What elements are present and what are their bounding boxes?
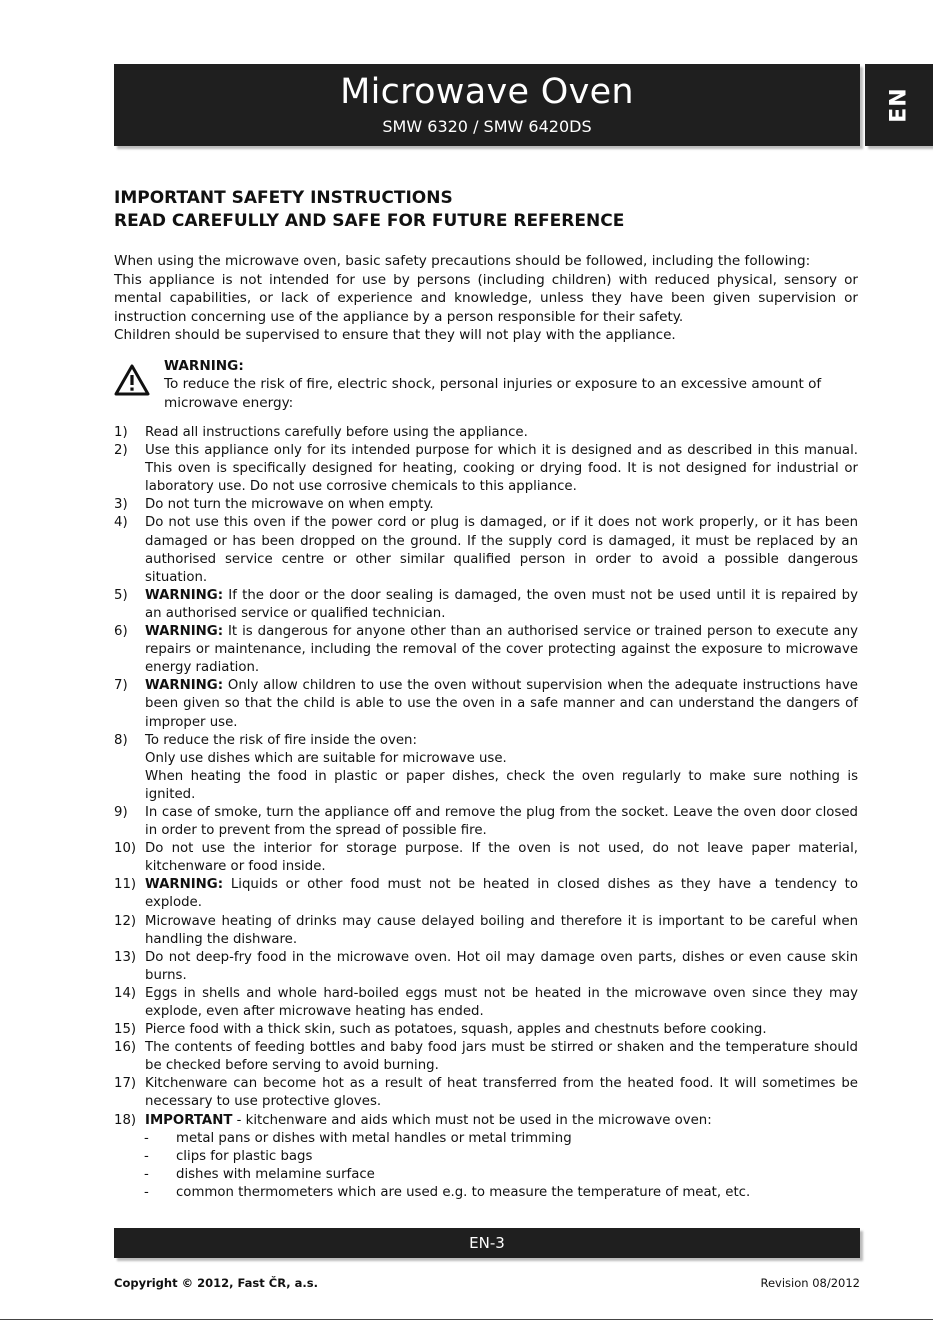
rule-number: 12) [114,913,137,929]
model-numbers: SMW 6320 / SMW 6420DS [382,117,592,136]
rule-number: 5) [114,587,128,603]
rule-body: In case of smoke, turn the appliance off and remove the plug from the socket. Leave the oven door closed in order to prevent from the spread of possible fire. [145,804,858,839]
rule-text [145,1075,858,1111]
list-item-text: clips for plastic bags [176,1148,313,1164]
rule-text [145,677,858,731]
rule-number: 9) [114,804,128,820]
rule-text [145,840,858,876]
warning-title: WARNING: [164,358,244,374]
intro-text [114,252,858,345]
list-dash: - [144,1184,149,1200]
document-title: Microwave Oven [340,72,634,112]
rule-body: Do not turn the microwave on when empty. [145,497,434,513]
rule-text [145,876,858,912]
rule-body: Pierce food with a thick skin, such as potatoes, squash, apples and chestnuts before cooking. [145,1022,767,1038]
rule-body: Eggs in shells and whole hard-boiled eggs must not be heated in the microwave oven since they may explode, even after microwave heating has ended. [145,985,858,1019]
rule-body: Read all instructions carefully before using the appliance. [145,425,528,440]
rule-body: When heating the food in plastic or paper dishes, check the oven regularly to make sure nothing is ignited. [145,768,858,802]
rule-item [114,424,858,442]
list-item [114,1166,858,1184]
rule-text [145,804,858,840]
rule-body: - kitchenware and aids which must not be used in the microwave oven: [232,1112,712,1128]
bottom-divider [0,1319,933,1320]
rule-text [145,949,858,985]
rule-item [114,623,858,677]
rule-number: 14) [114,985,137,1001]
intro-paragraph: This appliance is not intended for use by persons (including children) with reduced physical, sensory or mental capabilities, or lack of experience and knowledge, unless they have been given supervision or instruction concerning use of the appliance by a person responsible for their safety. [114,271,858,325]
rule-text [145,424,858,442]
rule-item [114,949,858,985]
list-dash: - [144,1130,149,1146]
rule-item [114,496,858,514]
footer-page-bar [114,1228,860,1258]
rule-body: Liquids or other food must not be heated in closed dishes as they have a tendency to explode. [145,877,858,911]
rule-number: 6) [114,624,128,640]
rule-item [114,514,858,586]
rule-number: 10) [114,841,137,857]
rule-body: If the door or the door sealing is damaged, the oven must not be used until it is repaired by an authorised service or qualified technician. [145,587,858,621]
rule-text [145,623,858,677]
rule-body: Only use dishes which are suitable for microwave use. [145,750,507,766]
safety-rules-list [114,424,858,1202]
language-tab [865,64,933,146]
rule-item [114,876,858,912]
rule-number: 15) [114,1022,137,1038]
rule-item [114,840,858,876]
rule-body: Microwave heating of drinks may cause delayed boiling and therefore it is important to be careful when handling the dishware. [145,913,858,947]
rule-body: Kitchenware can become hot as a result of heat transferred from the heated food. It will sometimes be necessary to use protective gloves. [145,1076,858,1110]
header-bar [114,64,860,146]
rule-item [114,804,858,840]
list-dash: - [144,1166,149,1182]
rule-text [145,1112,858,1130]
rule-bold: WARNING: [145,678,224,694]
rule-body: It is dangerous for anyone other than an authorised service or trained person to execute any repairs or maintenance, including the removal of the cover protecting against the exposure to microwave energy radiation. [145,624,858,676]
rule-number: 8) [114,732,128,748]
rule-item [114,1021,858,1039]
rule-item [114,985,858,1021]
rule-body: The contents of feeding bottles and baby food jars must be stirred or shaken and the temperature should be checked before serving to avoid burning. [145,1040,858,1074]
page-number: EN-3 [469,1234,505,1252]
rule-bold: WARNING: [145,624,224,640]
rule-item [114,1112,858,1130]
revision-label: Revision 08/2012 [760,1276,860,1290]
forbidden-items-list [114,1130,858,1202]
rule-bold: WARNING: [145,877,224,893]
rule-body: To reduce the risk of fire inside the oven: [145,732,417,748]
rule-number: 13) [114,949,137,965]
rule-number: 4) [114,515,128,531]
intro-paragraph: When using the microwave oven, basic safety precautions should be followed, including the following: [114,253,811,269]
rule-text [145,442,858,496]
rule-item [114,913,858,949]
rule-number: 3) [114,497,128,513]
warning-triangle-icon [114,364,150,396]
rule-bold: WARNING: [145,587,224,603]
rule-number: 16) [114,1040,137,1056]
list-dash: - [144,1148,149,1164]
rule-text [145,913,858,949]
list-item [114,1184,858,1202]
list-item-text: common thermometers which are used e.g. to measure the temperature of meat, etc. [176,1184,751,1200]
rule-text [145,587,858,623]
rule-number: 11) [114,877,137,893]
rule-text [145,732,858,804]
rule-body: Do not use this oven if the power cord or plug is damaged, or if it does not work properly, or it has been damaged or has been dropped on the ground. If the supply cord is damaged, it must be replaced by an authorised service centre or other similar qualified person in order to avoid a possible dangerous situation. [145,515,858,585]
list-item-text: metal pans or dishes with metal handles or metal trimming [176,1130,572,1146]
rule-item [114,442,858,496]
copyright-notice: Copyright © 2012, Fast ČR, a.s. [114,1276,318,1290]
list-item-text: dishes with melamine surface [176,1166,375,1182]
rule-number: 18) [114,1112,137,1128]
list-item [114,1148,858,1166]
rule-text [145,985,858,1021]
rule-item [114,1075,858,1111]
rule-item [114,732,858,804]
rule-text [145,496,858,514]
rule-item [114,677,858,731]
intro-paragraph: Children should be supervised to ensure that they will not play with the appliance. [114,327,676,343]
rule-number: 17) [114,1076,137,1092]
rule-number: 1) [114,425,128,440]
warning-text: To reduce the risk of fire, electric shock, personal injuries or exposure to an excessive amount of microwave energy: [164,376,822,411]
rule-text [145,1021,858,1039]
rule-text [145,514,858,586]
rule-number: 7) [114,678,128,694]
rule-item [114,587,858,623]
rule-text [145,1039,858,1075]
list-item [114,1130,858,1148]
language-tab-label: EN [886,87,912,123]
rule-number: 2) [114,443,128,459]
rule-body: Use this appliance only for its intended purpose for which it is designed and as described in this manual. This oven is specifically designed for heating, cooking or drying food. It is not designed for industrial or laboratory use. Do not use corrosive chemicals to this appliance. [145,443,858,495]
rule-body: Do not deep-fry food in the microwave oven. Hot oil may damage oven parts, dishes or even cause skin burns. [145,949,858,983]
rule-bold: IMPORTANT [145,1112,233,1128]
section-heading: IMPORTANT SAFETY INSTRUCTIONS [114,188,453,208]
section-subheading: READ CAREFULLY AND SAFE FOR FUTURE REFERENCE [114,211,625,231]
rule-item [114,1039,858,1075]
rule-body: Do not use the interior for storage purpose. If the oven is not used, do not leave paper material, kitchenware or food inside. [145,841,858,875]
rule-body: Only allow children to use the oven without supervision when the adequate instructions have been given so that the child is able to use the oven in a safe manner and can understand the dangers of improper use. [145,678,858,730]
